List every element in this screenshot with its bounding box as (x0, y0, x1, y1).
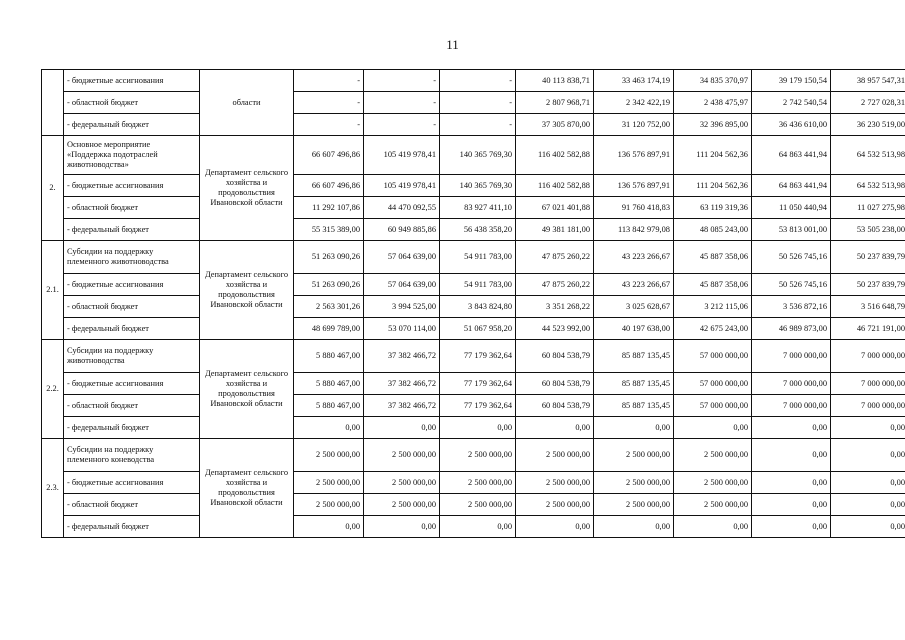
value-cell: 50 237 839,79 (831, 241, 905, 274)
value-cell: 57 000 000,00 (674, 340, 752, 373)
value-cell: 2 563 301,26 (294, 296, 364, 318)
table-row (42, 439, 905, 472)
value-cell: 47 875 260,22 (516, 241, 594, 274)
value-cell: 0,00 (752, 417, 831, 439)
table-row (42, 494, 905, 516)
value-cell: 7 000 000,00 (831, 340, 905, 373)
row-code-cell (42, 70, 64, 136)
measure-title: Субсидии на поддержку племенного животноводства (64, 241, 200, 274)
value-cell: 85 887 135,45 (594, 340, 674, 373)
row-label: - областной бюджет (64, 296, 200, 318)
value-cell: 2 500 000,00 (594, 494, 674, 516)
value-cell: 2 500 000,00 (594, 472, 674, 494)
value-cell: 2 500 000,00 (516, 494, 594, 516)
measure-title: Субсидии на поддержку животноводства (64, 340, 200, 373)
value-cell: 40 113 838,71 (516, 70, 594, 92)
value-cell: 7 000 000,00 (752, 340, 831, 373)
table-row (42, 197, 905, 219)
executor-cell: области (200, 70, 294, 136)
value-cell: 0,00 (294, 516, 364, 538)
value-cell: 2 500 000,00 (674, 472, 752, 494)
value-cell: 31 120 752,00 (594, 114, 674, 136)
value-cell: 136 576 897,91 (594, 175, 674, 197)
value-cell: 0,00 (831, 417, 905, 439)
value-cell: 116 402 582,88 (516, 136, 594, 175)
value-cell: 2 500 000,00 (294, 472, 364, 494)
value-cell: 0,00 (752, 439, 831, 472)
row-label: - федеральный бюджет (64, 318, 200, 340)
value-cell: 0,00 (831, 439, 905, 472)
value-cell: - (294, 70, 364, 92)
value-cell: 113 842 979,08 (594, 219, 674, 241)
value-cell: 2 500 000,00 (294, 494, 364, 516)
row-label: - бюджетные ассигнования (64, 274, 200, 296)
row-label: - бюджетные ассигнования (64, 373, 200, 395)
value-cell: - (440, 70, 516, 92)
value-cell: 49 381 181,00 (516, 219, 594, 241)
executor-cell: Департамент сельского хозяйства и продовольствия Ивановской области (200, 136, 294, 241)
value-cell: 0,00 (364, 417, 440, 439)
value-cell: 7 000 000,00 (831, 395, 905, 417)
value-cell: 2 500 000,00 (440, 472, 516, 494)
value-cell: 2 742 540,54 (752, 92, 831, 114)
table-row (42, 136, 905, 175)
value-cell: 54 911 783,00 (440, 241, 516, 274)
value-cell: 66 607 496,86 (294, 136, 364, 175)
value-cell: 2 500 000,00 (364, 472, 440, 494)
value-cell: 56 438 358,20 (440, 219, 516, 241)
value-cell: 77 179 362,64 (440, 340, 516, 373)
value-cell: 5 880 467,00 (294, 373, 364, 395)
value-cell: 0,00 (752, 472, 831, 494)
value-cell: 83 927 411,10 (440, 197, 516, 219)
executor-cell: Департамент сельского хозяйства и продовольствия Ивановской области (200, 439, 294, 538)
value-cell: 44 470 092,55 (364, 197, 440, 219)
value-cell: 2 500 000,00 (516, 439, 594, 472)
value-cell: - (440, 114, 516, 136)
value-cell: 3 516 648,79 (831, 296, 905, 318)
table-row (42, 318, 905, 340)
table-row (42, 417, 905, 439)
row-label: - федеральный бюджет (64, 516, 200, 538)
value-cell: 0,00 (294, 417, 364, 439)
value-cell: 36 230 519,00 (831, 114, 905, 136)
value-cell: 50 526 745,16 (752, 241, 831, 274)
value-cell: 77 179 362,64 (440, 373, 516, 395)
value-cell: 0,00 (440, 417, 516, 439)
value-cell: 2 500 000,00 (674, 439, 752, 472)
measure-title: Субсидии на поддержку племенного коневодства (64, 439, 200, 472)
value-cell: 64 863 441,94 (752, 136, 831, 175)
value-cell: 0,00 (516, 516, 594, 538)
table-row (42, 373, 905, 395)
value-cell: 0,00 (594, 516, 674, 538)
value-cell: 67 021 401,88 (516, 197, 594, 219)
value-cell: 111 204 562,36 (674, 175, 752, 197)
value-cell: 11 050 440,94 (752, 197, 831, 219)
value-cell: 2 500 000,00 (674, 494, 752, 516)
value-cell: 57 064 639,00 (364, 274, 440, 296)
value-cell: 36 436 610,00 (752, 114, 831, 136)
section-code: 2.1. (42, 241, 64, 340)
value-cell: 2 500 000,00 (516, 472, 594, 494)
value-cell: 2 500 000,00 (364, 439, 440, 472)
value-cell: 37 382 466,72 (364, 373, 440, 395)
value-cell: 5 880 467,00 (294, 340, 364, 373)
measure-title: Основное мероприятие «Поддержка подотраслей животноводства» (64, 136, 200, 175)
table-row (42, 395, 905, 417)
value-cell: 3 843 824,80 (440, 296, 516, 318)
value-cell: 43 223 266,67 (594, 274, 674, 296)
value-cell: 7 000 000,00 (752, 373, 831, 395)
table-row (42, 296, 905, 318)
row-label: - областной бюджет (64, 494, 200, 516)
value-cell: - (294, 114, 364, 136)
table-row (42, 114, 905, 136)
value-cell: 11 027 275,98 (831, 197, 905, 219)
table-body (42, 70, 905, 538)
row-label: - федеральный бюджет (64, 114, 200, 136)
value-cell: 2 500 000,00 (364, 494, 440, 516)
value-cell: 38 957 547,31 (831, 70, 905, 92)
value-cell: 2 500 000,00 (594, 439, 674, 472)
value-cell: 64 532 513,98 (831, 136, 905, 175)
value-cell: 60 804 538,79 (516, 373, 594, 395)
value-cell: 53 070 114,00 (364, 318, 440, 340)
value-cell: 2 807 968,71 (516, 92, 594, 114)
value-cell: 0,00 (831, 472, 905, 494)
table-row (42, 219, 905, 241)
value-cell: 3 212 115,06 (674, 296, 752, 318)
value-cell: 0,00 (594, 417, 674, 439)
value-cell: 50 237 839,79 (831, 274, 905, 296)
value-cell: 140 365 769,30 (440, 175, 516, 197)
value-cell: 46 721 191,00 (831, 318, 905, 340)
table-row (42, 340, 905, 373)
value-cell: 5 880 467,00 (294, 395, 364, 417)
value-cell: 2 500 000,00 (294, 439, 364, 472)
value-cell: 3 994 525,00 (364, 296, 440, 318)
value-cell: 7 000 000,00 (831, 373, 905, 395)
value-cell: 3 025 628,67 (594, 296, 674, 318)
value-cell: - (364, 70, 440, 92)
value-cell: 91 760 418,83 (594, 197, 674, 219)
value-cell: 0,00 (752, 516, 831, 538)
value-cell: - (364, 92, 440, 114)
value-cell: 64 532 513,98 (831, 175, 905, 197)
value-cell: 105 419 978,41 (364, 175, 440, 197)
value-cell: 136 576 897,91 (594, 136, 674, 175)
value-cell: 48 699 789,00 (294, 318, 364, 340)
value-cell: 51 067 958,20 (440, 318, 516, 340)
value-cell: 116 402 582,88 (516, 175, 594, 197)
row-label: - бюджетные ассигнования (64, 70, 200, 92)
value-cell: 60 804 538,79 (516, 395, 594, 417)
value-cell: 60 804 538,79 (516, 340, 594, 373)
section-code: 2. (42, 136, 64, 241)
value-cell: 40 197 638,00 (594, 318, 674, 340)
value-cell: - (294, 92, 364, 114)
value-cell: 85 887 135,45 (594, 395, 674, 417)
row-label: - федеральный бюджет (64, 219, 200, 241)
value-cell: 57 064 639,00 (364, 241, 440, 274)
table-row (42, 274, 905, 296)
table-row (42, 175, 905, 197)
value-cell: 0,00 (674, 417, 752, 439)
value-cell: 2 342 422,19 (594, 92, 674, 114)
value-cell: 140 365 769,30 (440, 136, 516, 175)
table-row (42, 241, 905, 274)
value-cell: 44 523 992,00 (516, 318, 594, 340)
value-cell: 45 887 358,06 (674, 274, 752, 296)
value-cell: 66 607 496,86 (294, 175, 364, 197)
value-cell: 37 382 466,72 (364, 395, 440, 417)
value-cell: 45 887 358,06 (674, 241, 752, 274)
executor-cell: Департамент сельского хозяйства и продовольствия Ивановской области (200, 340, 294, 439)
table-row (42, 472, 905, 494)
value-cell: 37 382 466,72 (364, 340, 440, 373)
value-cell: 85 887 135,45 (594, 373, 674, 395)
value-cell: 3 536 872,16 (752, 296, 831, 318)
value-cell: 54 911 783,00 (440, 274, 516, 296)
value-cell: 57 000 000,00 (674, 395, 752, 417)
page-number: 11 (446, 37, 459, 52)
value-cell: 0,00 (440, 516, 516, 538)
value-cell: 63 119 319,36 (674, 197, 752, 219)
row-label: - федеральный бюджет (64, 417, 200, 439)
value-cell: 77 179 362,64 (440, 395, 516, 417)
value-cell: 53 505 238,00 (831, 219, 905, 241)
value-cell: 2 438 475,97 (674, 92, 752, 114)
value-cell: 2 727 028,31 (831, 92, 905, 114)
value-cell: 55 315 389,00 (294, 219, 364, 241)
value-cell: 0,00 (516, 417, 594, 439)
value-cell: - (440, 92, 516, 114)
section-code: 2.2. (42, 340, 64, 439)
value-cell: 39 179 150,54 (752, 70, 831, 92)
value-cell: 32 396 895,00 (674, 114, 752, 136)
value-cell: 51 263 090,26 (294, 274, 364, 296)
value-cell: 0,00 (752, 494, 831, 516)
value-cell: 0,00 (831, 494, 905, 516)
section-code: 2.3. (42, 439, 64, 538)
value-cell: 0,00 (364, 516, 440, 538)
value-cell: - (364, 114, 440, 136)
executor-cell: Департамент сельского хозяйства и продовольствия Ивановской области (200, 241, 294, 340)
value-cell: 2 500 000,00 (440, 494, 516, 516)
table-row (42, 516, 905, 538)
value-cell: 0,00 (674, 516, 752, 538)
value-cell: 105 419 978,41 (364, 136, 440, 175)
value-cell: 42 675 243,00 (674, 318, 752, 340)
value-cell: 11 292 107,86 (294, 197, 364, 219)
value-cell: 33 463 174,19 (594, 70, 674, 92)
value-cell: 47 875 260,22 (516, 274, 594, 296)
row-label: - областной бюджет (64, 395, 200, 417)
value-cell: 46 989 873,00 (752, 318, 831, 340)
value-cell: 3 351 268,22 (516, 296, 594, 318)
budget-table (41, 69, 905, 538)
table-row (42, 92, 905, 114)
value-cell: 64 863 441,94 (752, 175, 831, 197)
value-cell: 2 500 000,00 (440, 439, 516, 472)
value-cell: 53 813 001,00 (752, 219, 831, 241)
table-row (42, 70, 905, 92)
value-cell: 50 526 745,16 (752, 274, 831, 296)
value-cell: 7 000 000,00 (752, 395, 831, 417)
value-cell: 48 085 243,00 (674, 219, 752, 241)
value-cell: 37 305 870,00 (516, 114, 594, 136)
row-label: - бюджетные ассигнования (64, 175, 200, 197)
row-label: - бюджетные ассигнования (64, 472, 200, 494)
value-cell: 34 835 370,97 (674, 70, 752, 92)
value-cell: 43 223 266,67 (594, 241, 674, 274)
value-cell: 0,00 (831, 516, 905, 538)
value-cell: 57 000 000,00 (674, 373, 752, 395)
value-cell: 60 949 885,86 (364, 219, 440, 241)
value-cell: 111 204 562,36 (674, 136, 752, 175)
row-label: - областной бюджет (64, 197, 200, 219)
row-label: - областной бюджет (64, 92, 200, 114)
value-cell: 51 263 090,26 (294, 241, 364, 274)
